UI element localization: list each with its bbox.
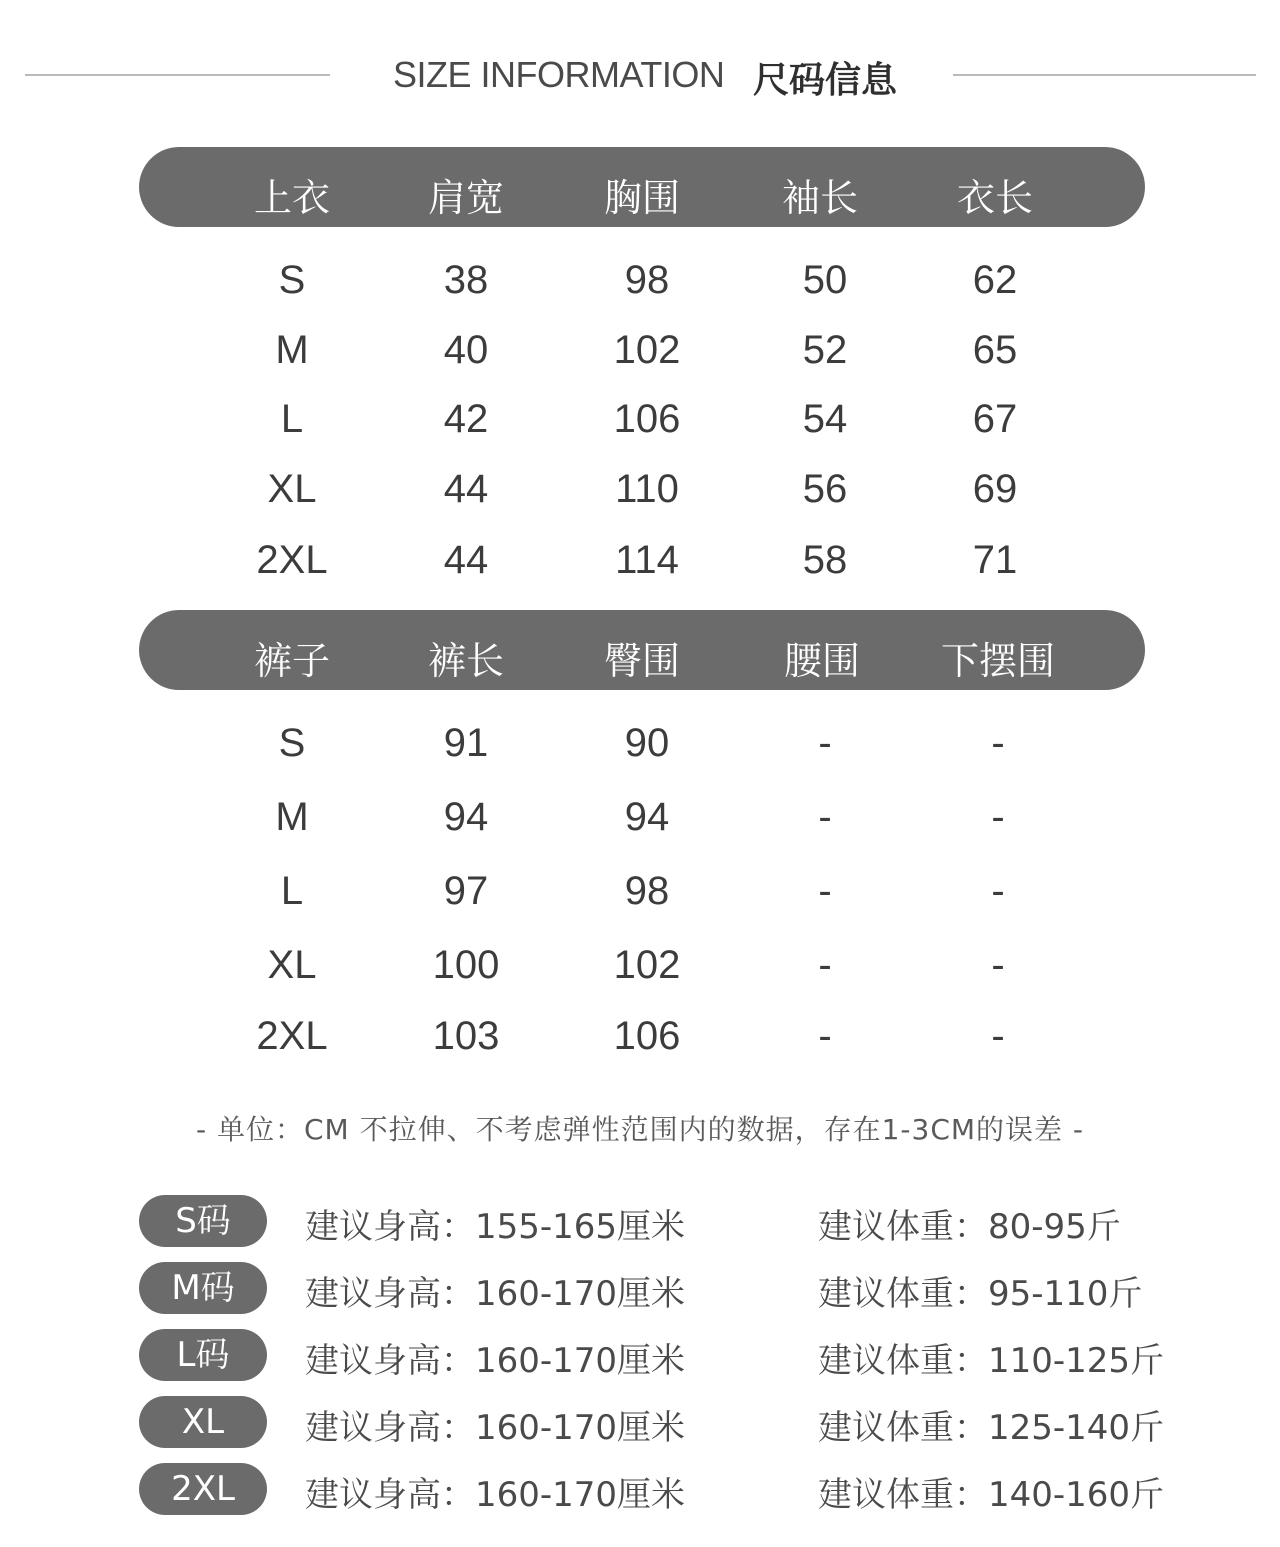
top-header-cell: 衣长 (956, 176, 1034, 220)
recommended-weight: 建议体重：140-160斤 (818, 1475, 1165, 1515)
table-cell: 100 (432, 943, 500, 987)
recommendation-row (0, 1463, 1280, 1515)
table-cell: M (275, 795, 309, 839)
table-cell: 69 (972, 467, 1018, 511)
table-cell: - (991, 1014, 1005, 1058)
title-divider-left (25, 74, 330, 76)
title-row (0, 40, 1280, 110)
table-cell: - (991, 943, 1005, 987)
table-cell: 56 (802, 467, 848, 511)
table-cell: 103 (432, 1014, 500, 1058)
recommended-height: 建议身高：160-170厘米 (305, 1274, 686, 1314)
top-header-cell: 袖长 (781, 176, 859, 220)
table-cell: 106 (613, 1014, 681, 1058)
table-cell: 54 (802, 397, 848, 441)
table-cell: L (280, 397, 304, 441)
title-english: SIZE INFORMATION (393, 54, 725, 95)
table-cell: 106 (613, 397, 681, 441)
table-cell: 97 (443, 869, 489, 913)
table-cell: XL (267, 943, 317, 987)
table-cell: 91 (443, 721, 489, 765)
table-cell: - (818, 795, 832, 839)
table-cell: XL (267, 467, 317, 511)
top-table-header (139, 147, 1145, 227)
top-header-cell: 上衣 (253, 176, 331, 220)
table-cell: - (818, 721, 832, 765)
table-cell: - (991, 721, 1005, 765)
top-header-cell: 胸围 (603, 176, 681, 220)
pants-header-cell: 臀围 (603, 639, 681, 683)
recommended-weight: 建议体重：125-140斤 (818, 1408, 1165, 1448)
pants-header-cell: 裤子 (253, 639, 331, 683)
recommendation-row (0, 1195, 1280, 1247)
size-badge: L码 (139, 1329, 267, 1381)
table-cell: - (818, 1014, 832, 1058)
size-badge: M码 (139, 1262, 267, 1314)
table-cell: 110 (615, 467, 679, 511)
table-cell: S (278, 258, 306, 302)
title-chinese: 尺码信息 (753, 60, 898, 101)
recommended-weight: 建议体重：110-125斤 (818, 1341, 1165, 1381)
recommendation-row (0, 1396, 1280, 1448)
size-badge: XL (139, 1396, 267, 1448)
table-cell: 98 (624, 869, 670, 913)
table-cell: L (280, 869, 304, 913)
size-badge: S码 (139, 1195, 267, 1247)
table-cell: 94 (624, 795, 670, 839)
pants-header-cell: 下摆围 (940, 639, 1056, 683)
recommendation-row (0, 1329, 1280, 1381)
table-cell: 40 (443, 328, 489, 372)
title-divider-right (953, 74, 1256, 76)
table-cell: M (275, 328, 309, 372)
table-cell: 67 (972, 397, 1018, 441)
table-cell: 90 (624, 721, 670, 765)
recommended-height: 建议身高：155-165厘米 (305, 1207, 686, 1247)
measurement-note: - 单位：CM 不拉伸、不考虑弹性范围内的数据，存在1-3CM的误差 - (195, 1113, 1085, 1146)
table-cell: 2XL (256, 1014, 328, 1058)
table-cell: - (818, 943, 832, 987)
table-cell: 98 (624, 258, 670, 302)
table-cell: - (991, 869, 1005, 913)
pants-header-cell: 腰围 (783, 639, 861, 683)
size-badge: 2XL (139, 1463, 267, 1515)
table-cell: 58 (802, 538, 848, 582)
recommended-height: 建议身高：160-170厘米 (305, 1341, 686, 1381)
table-cell: 94 (443, 795, 489, 839)
table-cell: 71 (972, 538, 1018, 582)
recommended-weight: 建议体重：95-110斤 (818, 1274, 1143, 1314)
table-cell: 62 (972, 258, 1018, 302)
table-cell: 42 (443, 397, 489, 441)
table-cell: 102 (613, 328, 681, 372)
table-cell: 44 (443, 538, 489, 582)
table-cell: 65 (972, 328, 1018, 372)
table-cell: 114 (615, 538, 679, 582)
table-cell: 38 (443, 258, 489, 302)
recommended-weight: 建议体重：80-95斤 (818, 1207, 1121, 1247)
table-cell: - (818, 869, 832, 913)
pants-header-cell: 裤长 (427, 639, 505, 683)
table-cell: 102 (613, 943, 681, 987)
recommendation-row (0, 1262, 1280, 1314)
table-cell: S (278, 721, 306, 765)
table-cell: 44 (443, 467, 489, 511)
table-cell: 2XL (256, 538, 328, 582)
recommended-height: 建议身高：160-170厘米 (305, 1408, 686, 1448)
table-cell: 50 (802, 258, 848, 302)
table-cell: - (991, 795, 1005, 839)
pants-table-header (139, 610, 1145, 690)
table-cell: 52 (802, 328, 848, 372)
recommended-height: 建议身高：160-170厘米 (305, 1475, 686, 1515)
top-header-cell: 肩宽 (427, 176, 505, 220)
